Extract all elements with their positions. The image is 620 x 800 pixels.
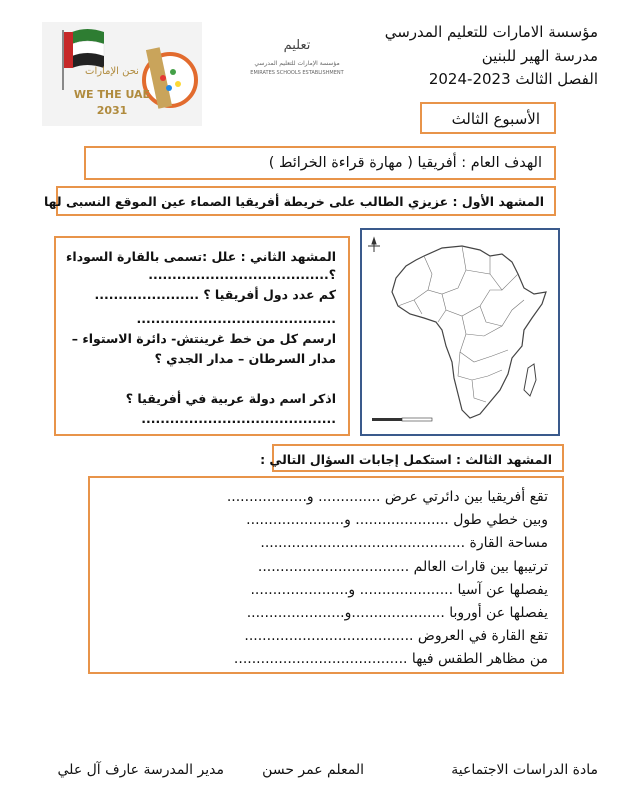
- goal-text: الهدف العام : أفريقيا ( مهارة قراءة الخرائط ): [268, 155, 542, 171]
- madagascar-outline: [524, 364, 536, 396]
- africa-outline: [392, 246, 546, 418]
- compass-icon: [368, 238, 380, 252]
- week-label: الأسبوع الثالث: [451, 110, 540, 128]
- scene2-box: [54, 236, 350, 436]
- scene3-line-2: وبين خطي طول ..................... و......................: [246, 512, 548, 528]
- goal-box: [84, 146, 556, 180]
- we-the-uae-english: WE THE UAE: [73, 88, 151, 101]
- scene2-question-2-answer: ..........................................: [136, 311, 336, 326]
- scene1-text: المشهد الأول : عزيزي الطالب على خريطة أفريقيا الصماء عين الموقع النسبى لها: [43, 194, 544, 209]
- scene2-question-1: المشهد الثاني : علل :تسمى بالقارة السوداء: [66, 249, 336, 264]
- scene3-line-7: تقع القارة في العروض ......................................: [244, 628, 548, 644]
- scene3-line-4: ترتيبها بين قارات العالم ..................................: [257, 559, 548, 575]
- we-the-uae-year: 2031: [96, 104, 128, 117]
- scene2-question-3: ارسم كل من خط غرينتش- دائرة الاستواء –: [71, 331, 336, 346]
- scene2-question-2: كم عدد دول أفريقيا ؟ ......................: [94, 287, 336, 302]
- taleem-logo-text: تعليم: [283, 38, 311, 53]
- footer-subject: مادة الدراسات الاجتماعية: [451, 762, 598, 778]
- scene3-line-3: مساحة القارة ..............................................: [260, 535, 548, 551]
- ese-english-name: EMIRATES SCHOOLS ESTABLISHMENT: [250, 70, 344, 76]
- scene3-title: المشهد الثالث : استكمل إجابات السؤال التالي :: [260, 452, 552, 467]
- footer-principal: مدير المدرسة عارف آل علي: [57, 762, 224, 778]
- scene1-box: [43, 186, 556, 216]
- scene2-question-3-cont: مدار السرطان – مدار الجدي ؟: [154, 351, 336, 366]
- scene3-line-6: يفصلها عن أوروبا .....................و......................: [246, 605, 548, 621]
- we-the-uae-arabic: نحن الإمارات: [85, 66, 139, 77]
- week-box: [420, 102, 556, 134]
- ese-logo: [238, 32, 356, 92]
- scene3-line-1: تقع أفريقيا بين دائرتي عرض .............. و..................: [226, 489, 548, 505]
- scene2-question-4: اذكر اسم دولة عربية في أفريقيا ؟: [125, 391, 336, 406]
- org-name: مؤسسة الامارات للتعليم المدرسي: [384, 23, 598, 41]
- scene3-title-box: [260, 444, 564, 472]
- term-label: الفصل الثالث 2023-2024: [428, 70, 598, 88]
- school-name: مدرسة الهير للبنين: [481, 47, 598, 65]
- scene3-answers-box: [88, 476, 564, 674]
- scene3-line-8: من مظاهر الطقس فيها .......................................: [233, 651, 548, 667]
- scene3-line-5: يفصلها عن آسيا ..................... و......................: [250, 582, 548, 598]
- africa-blank-map: [360, 228, 560, 436]
- footer-teacher: المعلم عمر حسن: [262, 762, 364, 778]
- scene2-question-1-answer: ؟......................................: [148, 267, 336, 282]
- scene2-question-4-answer: .........................................: [141, 411, 336, 426]
- ese-arabic-name: مؤسسة الإمارات للتعليم المدرسي: [254, 60, 340, 67]
- we-the-uae-logo: [42, 22, 202, 126]
- scale-bar: [372, 418, 432, 421]
